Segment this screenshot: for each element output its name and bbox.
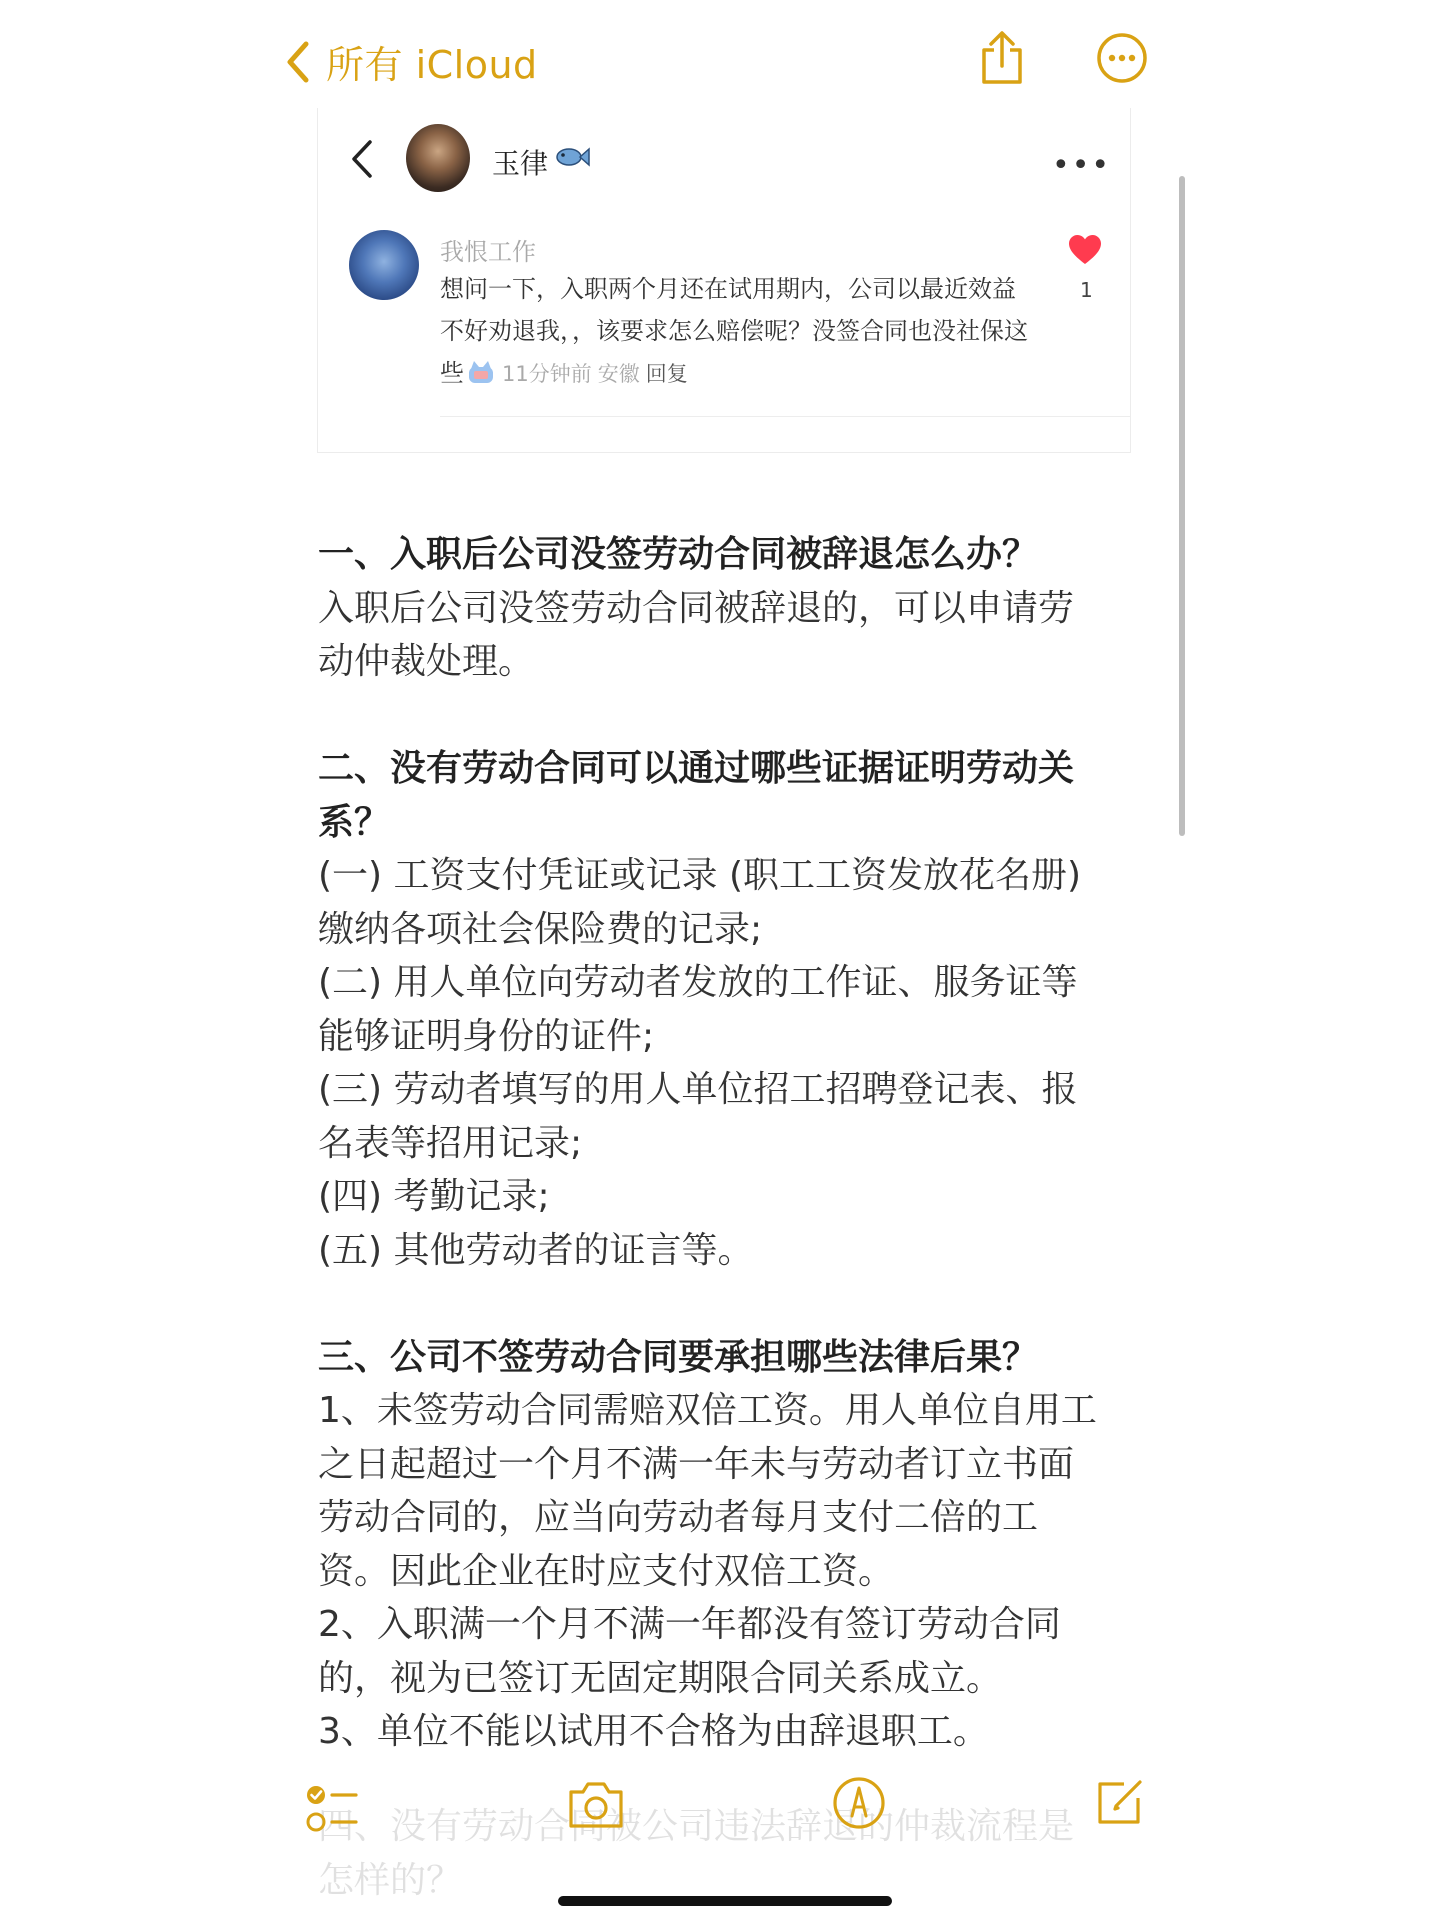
list-item: 2、入职满一个月不满一年都没有签订劳动合同 — [318, 1604, 1061, 1645]
list-item: (一) 工资支付凭证或记录 (职工工资发放花名册) — [318, 855, 1082, 896]
comment-body — [440, 268, 1030, 395]
like-count: 1 — [1080, 278, 1093, 302]
list-item: (四) 考勤记录; — [318, 1176, 550, 1217]
divider — [440, 416, 1130, 417]
camera-icon[interactable] — [566, 1778, 626, 1830]
blank-line — [318, 1277, 1138, 1331]
list-item: 之日起超过一个月不满一年未与劳动者订立书面 — [318, 1443, 1075, 1485]
paragraph-line: 入职后公司没签劳动合同被辞退的，可以申请劳 — [318, 587, 1075, 629]
comment-location: 安徽 — [597, 362, 640, 386]
commenter-username: 我恨工作 — [440, 238, 536, 266]
faded-note-text — [318, 1800, 1138, 1908]
list-item: 缴纳各项社会保险费的记录; — [318, 908, 763, 950]
more-options-icon[interactable] — [1096, 32, 1148, 84]
list-item: 劳动合同的，应当向劳动者每月支付二倍的工 — [318, 1497, 1039, 1538]
list-item: 名表等招用记录; — [318, 1122, 583, 1164]
paragraph-line: 动仲裁处理。 — [318, 641, 535, 682]
list-item: (二) 用人单位向劳动者发放的工作证、服务证等 — [318, 962, 1078, 1003]
list-item: (五) 其他劳动者的证言等。 — [318, 1229, 754, 1271]
faded-line: 怎样的？ — [318, 1860, 463, 1901]
list-item: 的，视为已签订无固定期限合同关系成立。 — [318, 1657, 1003, 1699]
faded-line: 四、没有劳动合同被公司违法辞退的仲裁流程是 — [318, 1806, 1075, 1847]
list-item: 1、未签劳动合同需赔双倍工资。用人单位自用工 — [318, 1390, 1097, 1431]
list-item: (三) 劳动者填写的用人单位招工招聘登记表、报 — [318, 1069, 1078, 1110]
crying-cat-emoji-icon — [466, 359, 496, 385]
note-body[interactable] — [318, 528, 1138, 1759]
home-indicator[interactable] — [558, 1896, 892, 1906]
back-label: 所有 iCloud — [326, 43, 538, 87]
section-heading: 一、入职后公司没签劳动合同被辞退怎么办？ — [318, 534, 1039, 575]
back-to-all-icloud-button[interactable] — [282, 34, 538, 89]
chevron-left-icon — [282, 38, 312, 86]
section-heading: 系？ — [318, 801, 391, 843]
checklist-icon[interactable] — [304, 1782, 360, 1836]
heart-icon — [1068, 234, 1102, 266]
fish-icon — [554, 144, 590, 170]
share-icon[interactable] — [976, 30, 1028, 86]
list-item: 资。因此企业在时应支付双倍工资。 — [318, 1550, 895, 1592]
chevron-left-icon — [348, 138, 376, 180]
markup-pen-icon[interactable] — [832, 1776, 886, 1830]
compose-icon[interactable] — [1094, 1776, 1146, 1828]
scrollbar[interactable] — [1179, 176, 1185, 836]
author-name: 玉律 — [492, 147, 549, 180]
top-navigation-bar — [0, 0, 1440, 110]
embedded-comment-screenshot — [317, 108, 1131, 453]
section-heading: 二、没有劳动合同可以通过哪些证据证明劳动关 — [318, 748, 1075, 789]
comment-text: 想问一下，入职两个月还在试用期内，公司以最近效益不好劝退我，，该要求怎么赔偿呢？没签合同也没社保这些 — [440, 275, 1028, 387]
list-item: 3、单位不能以试用不合格为由辞退职工。 — [318, 1711, 989, 1752]
author-avatar — [406, 124, 470, 192]
commenter-avatar — [349, 230, 419, 300]
section-heading: 三、公司不签劳动合同要承担哪些法律后果？ — [318, 1336, 1039, 1378]
ellipsis-icon: ••• — [1052, 148, 1112, 183]
comment-time: 11分钟前 — [502, 362, 592, 386]
blank-line — [318, 689, 1138, 743]
list-item: 能够证明身份的证件; — [318, 1015, 655, 1057]
reply-link: 回复 — [645, 362, 688, 386]
